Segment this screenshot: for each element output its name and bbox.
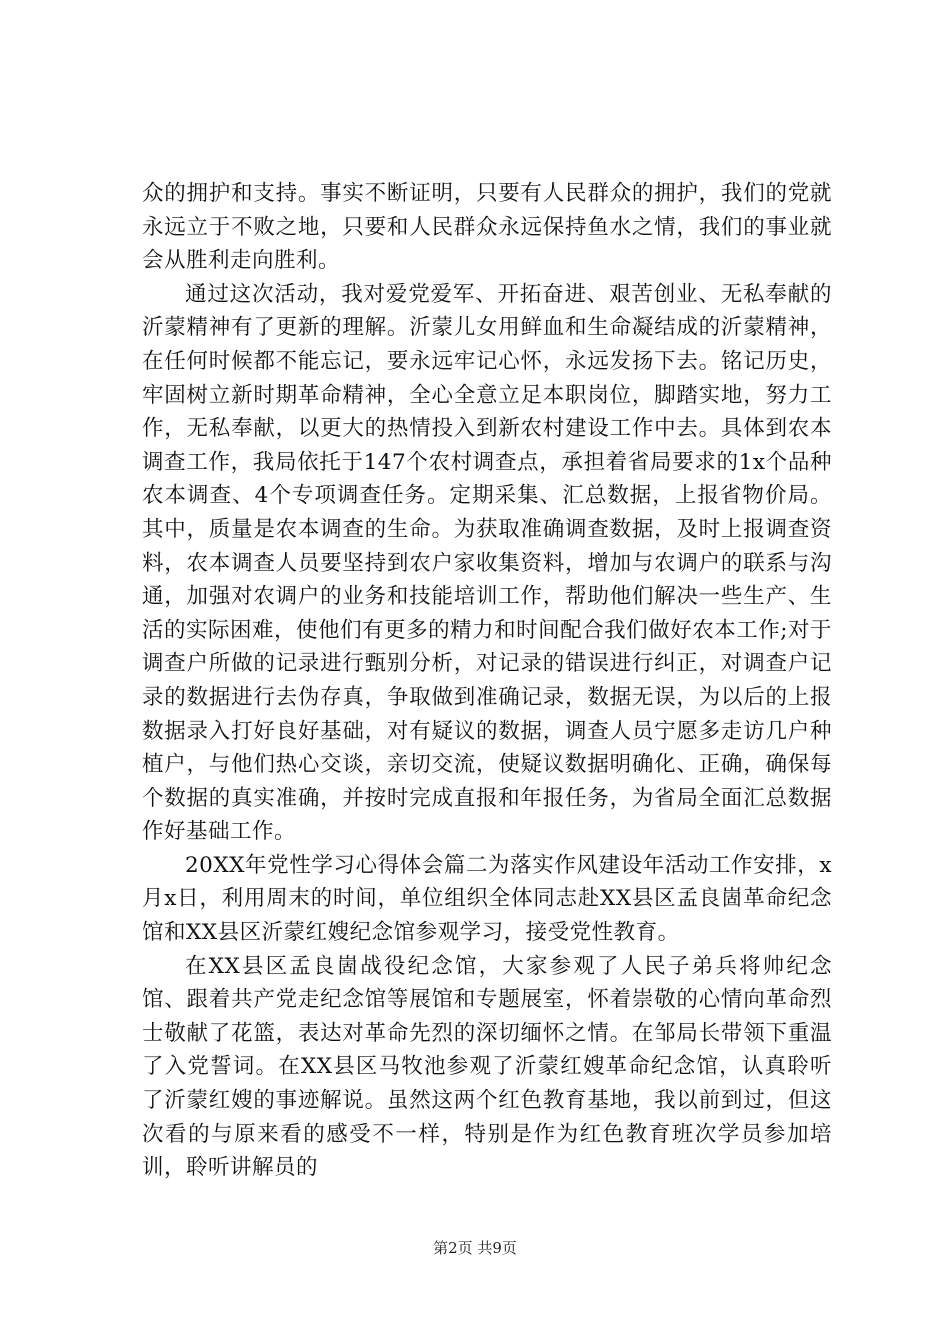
paragraph-memorial-visit: 在XX县区孟良崮战役纪念馆，大家参观了人民子弟兵将帅纪念馆、跟着共产党走纪念馆等展馆和专题展室，怀着崇敬的心情向革命烈士敬献了花篮，表达对革命先烈的深切缅怀之情。在邹局长带领下重温了入党誓词。在XX县区马牧池参观了沂蒙红嫂革命纪念馆，认真聆听了沂蒙红嫂的事迹解说。虽然这两个红色教育基地，我以前到过，但这次看的与原来看的感受不一样，特别是作为红色教育班次学员参加培训，聆听讲解员的 (142, 953, 832, 1181)
document-body (142, 177, 832, 1185)
paragraph-essay-two-intro: 20XX年党性学习心得体会篇二为落实作风建设年活动工作安排，x月x日，利用周末的时间，单位组织全体同志赴XX县区孟良崮革命纪念馆和XX县区沂蒙红嫂纪念馆参观学习，接受党性教育。 (142, 852, 832, 946)
paragraph-nongben-survey: 通过这次活动，我对爱党爱军、开拓奋进、艰苦创业、无私奉献的沂蒙精神有了更新的理解。沂蒙儿女用鲜血和生命凝结成的沂蒙精神，在任何时候都不能忘记，要永远牢记心怀，永远发扬下去。铭记历史，牢固树立新时期革命精神，全心全意立足本职岗位，脚踏实地，努力工作，无私奉献，以更大的热情投入到新农村建设工作中去。具体到农本调查工作，我局依托于147个农村调查点，承担着省局要求的1x个品种农本调查、4个专项调查任务。定期采集、汇总数据，上报省物价局。其中，质量是农本调查的生命。为获取准确调查数据，及时上报调查资料，农本调查人员要坚持到农户家收集资料，增加与农调户的联系与沟通，加强对农调户的业务和技能培训工作，帮助他们解决一些生产、生活的实际困难，使他们有更多的精力和时间配合我们做好农本工作;对于调查户所做的记录进行甄别分析，对记录的错误进行纠正，对调查户记录的数据进行去伪存真，争取做到准确记录，数据无误，为以后的上报数据录入打好良好基础，对有疑议的数据，调查人员宁愿多走访几户种植户，与他们热心交谈，亲切交流，使疑议数据明确化、正确，确保每个数据的真实准确，并按时完成直报和年报任务，为省局全面汇总数据作好基础工作。 (142, 281, 832, 845)
paragraph-continuation: 众的拥护和支持。事实不断证明，只要有人民群众的拥护，我们的党就永远立于不败之地，只要和人民群众永远保持鱼水之情，我们的事业就会从胜利走向胜利。 (142, 181, 832, 274)
page-number-footer: 第2页 共9页 (433, 1239, 517, 1257)
